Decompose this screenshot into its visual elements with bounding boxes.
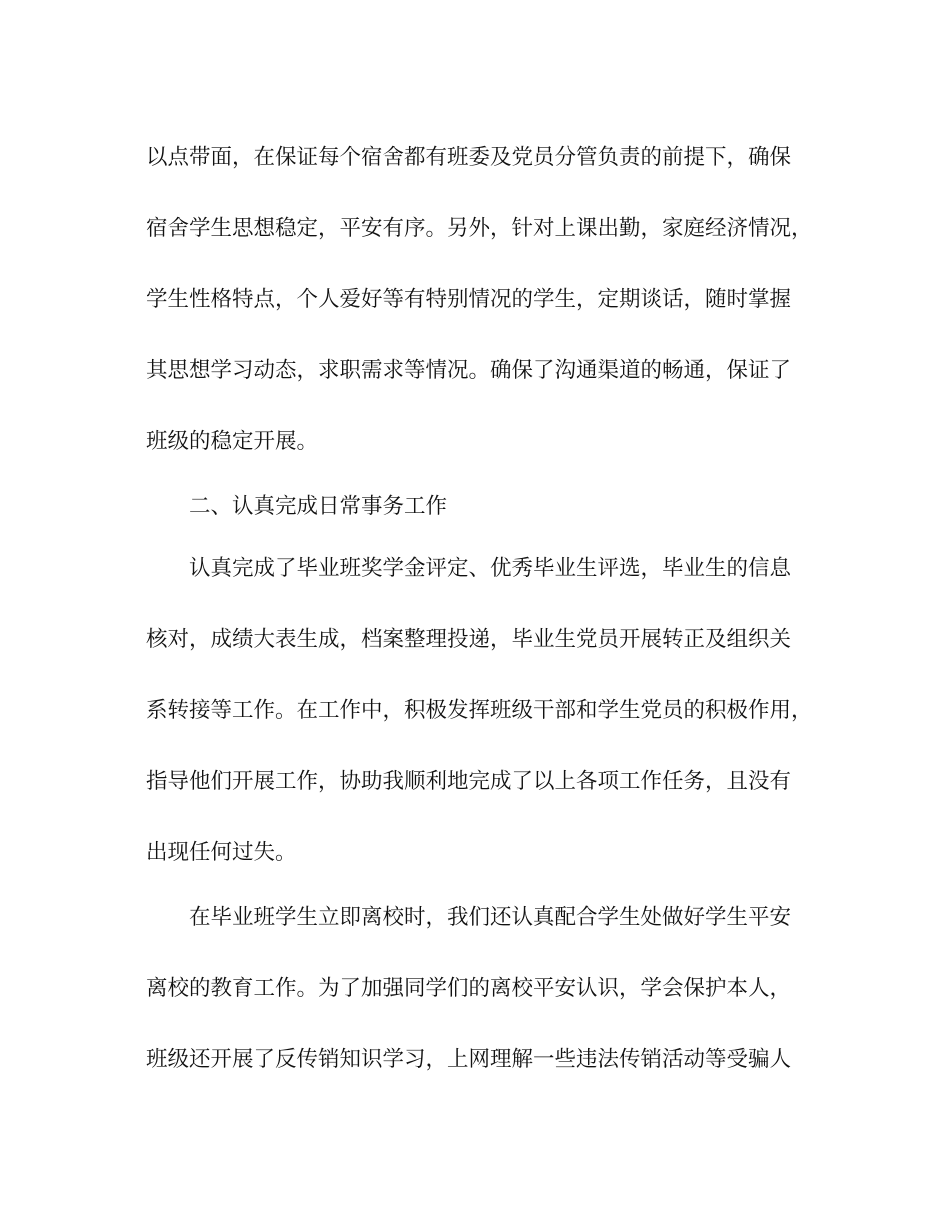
body-text-line: 核对，成绩大表生成，档案整理投递，毕业生党员开展转正及组织关 [146,627,792,652]
body-text-line: 系转接等工作。在工作中，积极发挥班级干部和学生党员的积极作用， [146,698,813,723]
body-text-line: 班级还开展了反传销知识学习，上网理解一些违法传销活动等受骗人 [146,1047,792,1072]
section-heading: 二、认真完成日常事务工作 [189,494,448,519]
body-text-line: 以点带面，在保证每个宿舍都有班委及党员分管负责的前提下，确保 [146,145,792,170]
body-text-line: 认真完成了毕业班奖学金评定、优秀毕业生评选，毕业生的信息 [189,556,792,581]
body-text-line: 学生性格特点，个人爱好等有特别情况的学生，定期谈话，随时掌握 [146,287,792,312]
body-text-line: 出现任何过失。 [146,840,297,865]
body-text-line: 班级的稳定开展。 [146,429,319,454]
body-text-line: 在毕业班学生立即离校时，我们还认真配合学生处做好学生平安 [189,905,792,930]
body-text-line: 离校的教育工作。为了加强同学们的离校平安认识，学会保护本人， [146,976,792,1001]
body-text-line: 其思想学习动态，求职需求等情况。确保了沟通渠道的畅通，保证了 [146,358,792,383]
body-text-line: 宿舍学生思想稳定，平安有序。另外，针对上课出勤，家庭经济情况， [146,216,813,241]
body-text-line: 指导他们开展工作，协助我顺利地完成了以上各项工作任务，且没有 [146,769,792,794]
